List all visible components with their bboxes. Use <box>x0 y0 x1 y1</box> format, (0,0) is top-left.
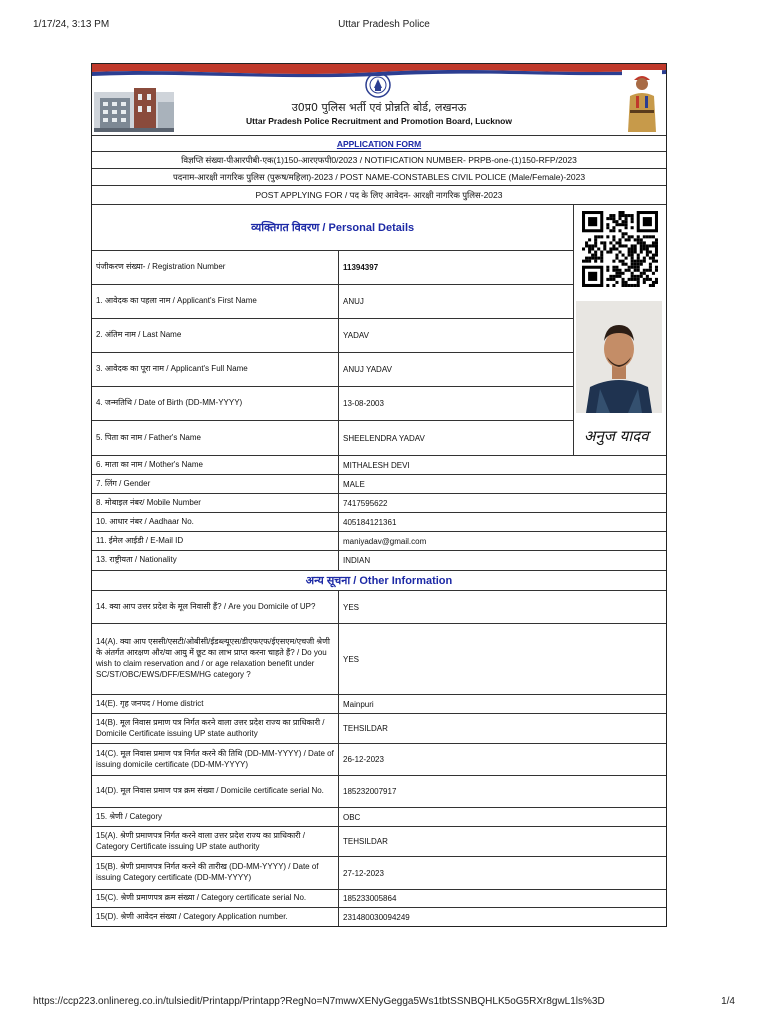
field-label: 14(D). मूल निवास प्रमाण पत्र क्रम संख्या / Domicile certificate serial No. <box>92 776 339 807</box>
field-label: 15(D). श्रेणी आवेदन संख्या / Category Application number. <box>92 908 339 926</box>
application-form-heading: APPLICATION FORM <box>92 136 666 152</box>
field-value: YES <box>343 602 360 612</box>
applicant-photo <box>576 301 662 413</box>
table-row <box>92 421 573 455</box>
field-label: 15(C). श्रेणी प्रमाणपत्र क्रम संख्या / Category certificate serial No. <box>92 890 339 907</box>
post-applying-for: POST APPLYING FOR / पद के लिए आवेदन- आरक्षी नागरिक पुलिस-2023 <box>92 186 666 205</box>
table-row <box>92 353 573 387</box>
police-officer-image <box>622 70 662 132</box>
board-name-english: Uttar Pradesh Police Recruitment and Promotion Board, Lucknow <box>246 116 512 126</box>
qr-code-icon <box>582 211 658 287</box>
other-information-table <box>92 591 666 926</box>
field-value: Mainpuri <box>343 699 374 709</box>
svg-text:अनुज यादव: अनुज यादव <box>584 427 649 445</box>
post-name: पदनाम-आरक्षी नागरिक पुलिस (पुरूष/महिला)-2023 / POST NAME-CONSTABLES CIVIL POLICE (Male/Female)-2023 <box>92 169 666 186</box>
field-value: YES <box>343 654 360 664</box>
field-label: 15. श्रेणी / Category <box>92 808 339 826</box>
field-label: 8. मोबाइल नंबर/ Mobile Number <box>92 494 339 512</box>
field-value: MITHALESH DEVI <box>343 460 410 470</box>
field-label: 2. अंतिम नाम / Last Name <box>92 319 339 352</box>
personal-details-title: व्यक्तिगत विवरण / Personal Details <box>92 205 573 251</box>
table-row <box>92 532 666 551</box>
print-datetime: 1/17/24, 3:13 PM <box>33 19 110 30</box>
table-row <box>92 714 666 744</box>
field-value: 231480030094249 <box>343 912 410 922</box>
field-value: 13-08-2003 <box>343 399 384 408</box>
table-row <box>92 624 666 695</box>
table-row <box>92 387 573 421</box>
photo-column <box>574 205 666 455</box>
field-value: OBC <box>343 812 361 822</box>
table-row <box>92 744 666 776</box>
board-banner <box>92 64 666 136</box>
personal-details-table <box>92 205 574 455</box>
table-row <box>92 494 666 513</box>
field-label: 14(C). मूल निवास प्रमाण पत्र निर्गत करने की तिथि (DD-MM-YYYY) / Date of issuing domicile certificate (DD-MM-YYYY) <box>92 744 339 775</box>
applicant-signature <box>580 419 660 449</box>
table-row <box>92 890 666 908</box>
field-value: ANUJ <box>343 297 364 306</box>
table-row <box>92 513 666 532</box>
field-value: 185232007917 <box>343 787 397 796</box>
field-label: 15(B). श्रेणी प्रमाणपत्र निर्गत करने की तारीख (DD-MM-YYYY) / Date of issuing Category certificate (DD-MM-YYYY) <box>92 857 339 889</box>
field-value: maniyadav@gmail.com <box>343 536 427 546</box>
other-information-title: अन्य सूचना / Other Information <box>92 570 666 591</box>
field-label: 3. आवेदक का पूरा नाम / Applicant's Full Name <box>92 353 339 386</box>
table-row <box>92 908 666 926</box>
field-value: MALE <box>343 479 365 489</box>
field-value: TEHSILDAR <box>343 837 388 846</box>
field-value: 27-12-2023 <box>343 868 384 878</box>
table-row <box>92 475 666 494</box>
field-label: 4. जन्मतिथि / Date of Birth (DD-MM-YYYY) <box>92 387 339 420</box>
notification-number: विज्ञप्ति संख्या-पीआरपीबी-एक(1)150-आरएफपी0/2023 / NOTIFICATION NUMBER- PRPB-one-(1)150-RFP/2023 <box>92 152 666 169</box>
field-value: ANUJ YADAV <box>343 365 392 374</box>
field-label: 6. माता का नाम / Mother's Name <box>92 456 339 474</box>
personal-details-block <box>92 205 666 455</box>
board-emblem-icon <box>365 72 391 98</box>
table-row <box>92 857 666 890</box>
field-label: पंजीकरण संख्या- / Registration Number <box>92 251 339 284</box>
field-value: SHEELENDRA YADAV <box>343 433 425 443</box>
field-label: 14(B). मूल निवास प्रमाण पत्र निर्गत करने वाला उत्तर प्रदेश राज्य का प्राधिकारी / Domicile Certificate issuing UP state authority <box>92 714 339 743</box>
table-row <box>92 776 666 808</box>
table-row <box>92 808 666 827</box>
field-value: 7417595622 <box>343 498 388 508</box>
table-row <box>92 695 666 714</box>
field-value: YADAV <box>343 331 369 340</box>
field-label: 15(A). श्रेणी प्रमाणपत्र निर्गत करने वाला उत्तर प्रदेश राज्य का प्राधिकारी / Category Certificate issuing UP state authority <box>92 827 339 856</box>
field-value: 185233005864 <box>343 894 397 903</box>
field-label: 11. ईमेल आईडी / E-Mail ID <box>92 532 339 550</box>
field-label: 10. आधार नंबर / Aadhaar No. <box>92 513 339 531</box>
table-row <box>92 456 666 475</box>
table-row <box>92 251 573 285</box>
field-label: 14(E). गृह जनपद / Home district <box>92 695 339 713</box>
field-label: 7. लिंग / Gender <box>92 475 339 493</box>
field-label: 14(A). क्या आप एससी/एसटी/ओबीसी/ईडब्ल्यूएस/डीएफएफ/ईएसएम/एचजी श्रेणी के अंतर्गत आरक्षण और/या आयु में छूट का लाभ प्राप्त करना चाहते हैं? / Do you wish to claim reservation and / or age relaxation benefit under SC/ST/OBC/EWS/DFF/ESM/HG category ? <box>92 624 339 694</box>
field-value: 26-12-2023 <box>343 755 384 764</box>
field-value: INDIAN <box>343 556 371 565</box>
application-form <box>91 63 667 927</box>
board-name-hindi: उ0प्र0 पुलिस भर्ती एवं प्रोन्नति बोर्ड, लखनऊ <box>291 101 467 114</box>
table-row <box>92 319 573 353</box>
field-value: 405184121361 <box>343 517 397 527</box>
page-number: 1/4 <box>721 996 735 1007</box>
personal-details-full-rows <box>92 455 666 570</box>
field-label: 13. राष्ट्रीयता / Nationality <box>92 551 339 570</box>
table-row <box>92 591 666 624</box>
print-page-title: Uttar Pradesh Police <box>338 19 430 30</box>
field-label: 5. पिता का नाम / Father's Name <box>92 421 339 455</box>
table-row <box>92 551 666 570</box>
table-row <box>92 827 666 857</box>
page-url[interactable]: https://ccp223.onlinereg.co.in/tulsiedit/Printapp/Printapp?RegNo=N7mwwXENyGegga5Ws1tbtSSNBQHLK5oG5RXr8gwL1ls%3D <box>33 996 605 1007</box>
field-label: 1. आवेदक का पहला नाम / Applicant's First Name <box>92 285 339 318</box>
field-value: TEHSILDAR <box>343 724 388 733</box>
table-row <box>92 285 573 319</box>
print-header <box>33 19 735 31</box>
field-label: 14. क्या आप उत्तर प्रदेश के मूल निवासी हैं? / Are you Domicile of UP? <box>92 591 339 623</box>
field-value: 11394397 <box>343 263 379 272</box>
